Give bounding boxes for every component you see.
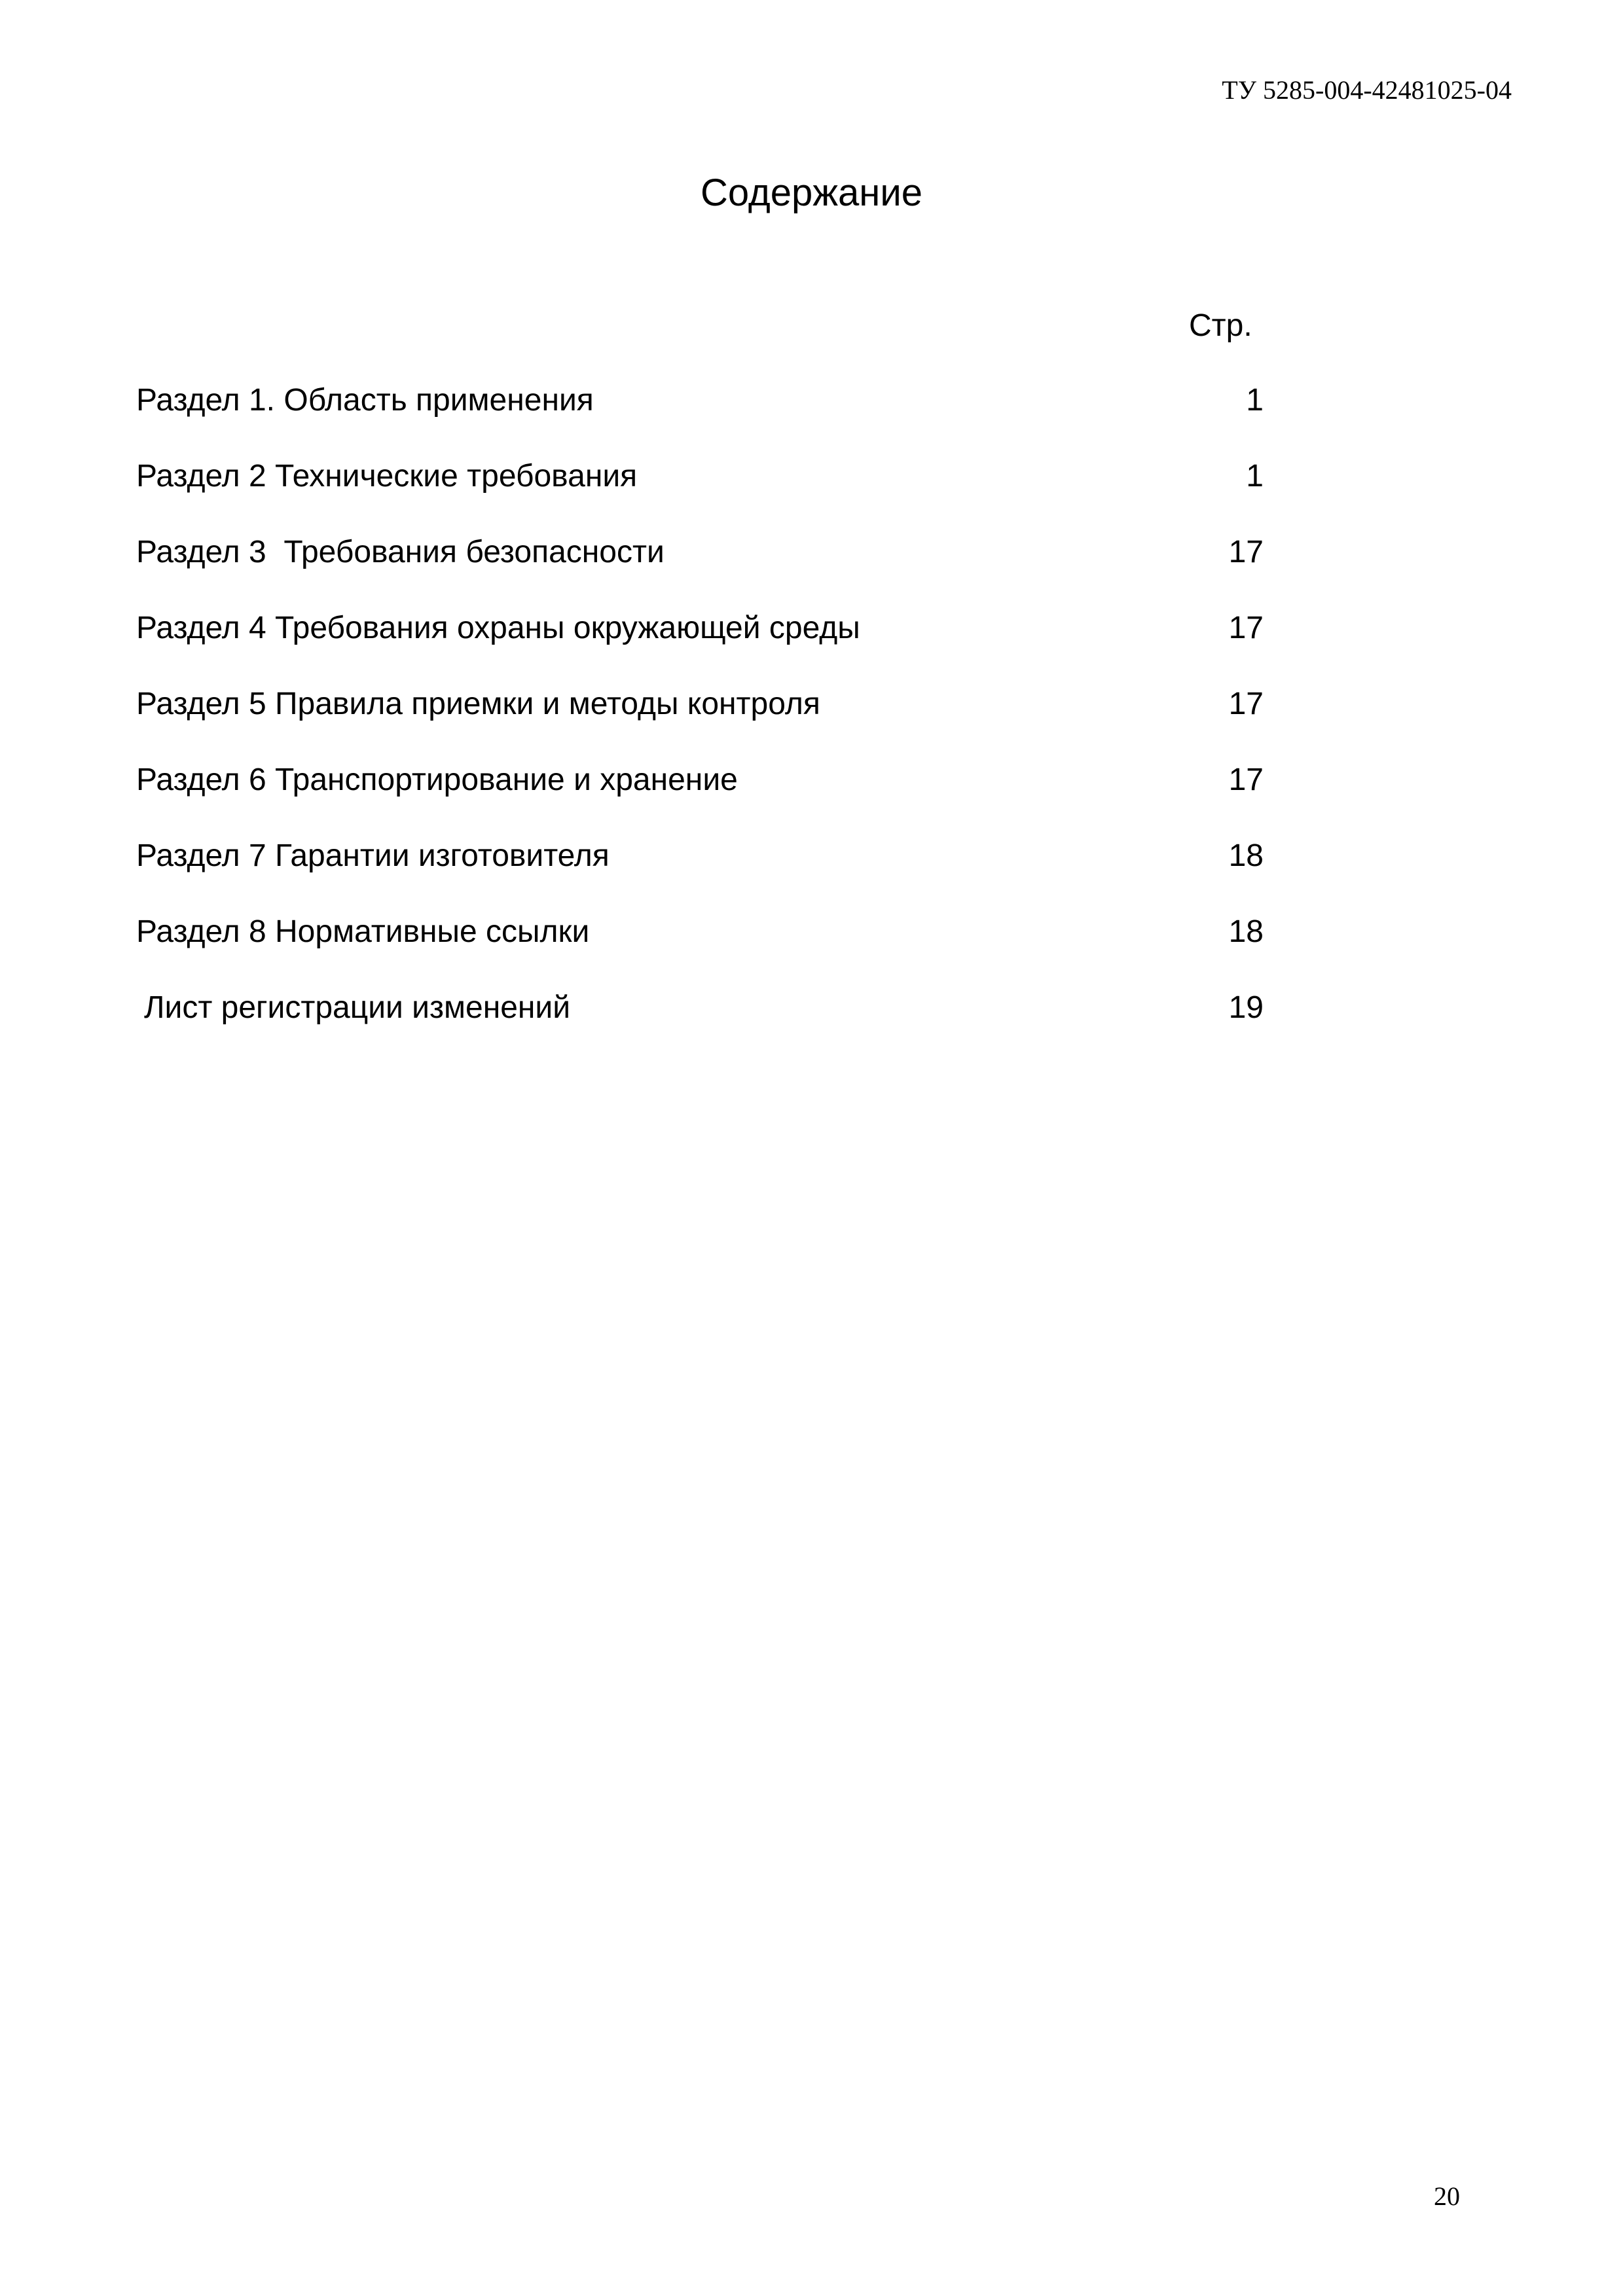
toc-entry: [0, 385, 1623, 461]
page-title: Содержание: [701, 171, 922, 214]
toc-entry: [0, 537, 1623, 613]
toc-entry: [0, 461, 1623, 537]
toc-entry-page: 17: [1228, 611, 1264, 645]
table-of-contents: [0, 385, 1623, 1068]
page-column-header: Стр.: [1189, 308, 1252, 343]
toc-entry: [0, 840, 1623, 916]
toc-entry: [0, 764, 1623, 840]
toc-entry-label: Раздел 7 Гарантии изготовителя: [136, 838, 610, 873]
toc-entry: [0, 613, 1623, 689]
toc-entry-label: Раздел 2 Технические требования: [136, 459, 638, 493]
toc-entry-page: 17: [1228, 762, 1264, 797]
toc-entry-page: 17: [1228, 687, 1264, 721]
toc-entry-page: 1: [1246, 383, 1264, 418]
toc-entry-label: Раздел 8 Нормативные ссылки: [136, 914, 590, 949]
toc-entry: [0, 916, 1623, 992]
document-code: ТУ 5285-004-42481025-04: [1222, 75, 1512, 105]
toc-entry-page: 19: [1228, 990, 1264, 1025]
toc-entry-page: 17: [1228, 535, 1264, 569]
toc-entry-label: Раздел 5 Правила приемки и методы контроля: [136, 687, 820, 721]
toc-entry-label: Раздел 6 Транспортирование и хранение: [136, 762, 738, 797]
page-number: 20: [1434, 2181, 1460, 2211]
toc-entry-page: 1: [1246, 459, 1264, 493]
toc-entry: [0, 992, 1623, 1068]
toc-entry-label: Раздел 1. Область применения: [136, 383, 594, 418]
toc-entry-label: Раздел 3 Требования безопасности: [136, 535, 665, 569]
toc-entry-page: 18: [1228, 838, 1264, 873]
toc-entry: [0, 689, 1623, 764]
toc-entry-page: 18: [1228, 914, 1264, 949]
toc-entry-label: Раздел 4 Требования охраны окружающей среды: [136, 611, 860, 645]
toc-entry-label: Лист регистрации изменений: [144, 990, 571, 1025]
